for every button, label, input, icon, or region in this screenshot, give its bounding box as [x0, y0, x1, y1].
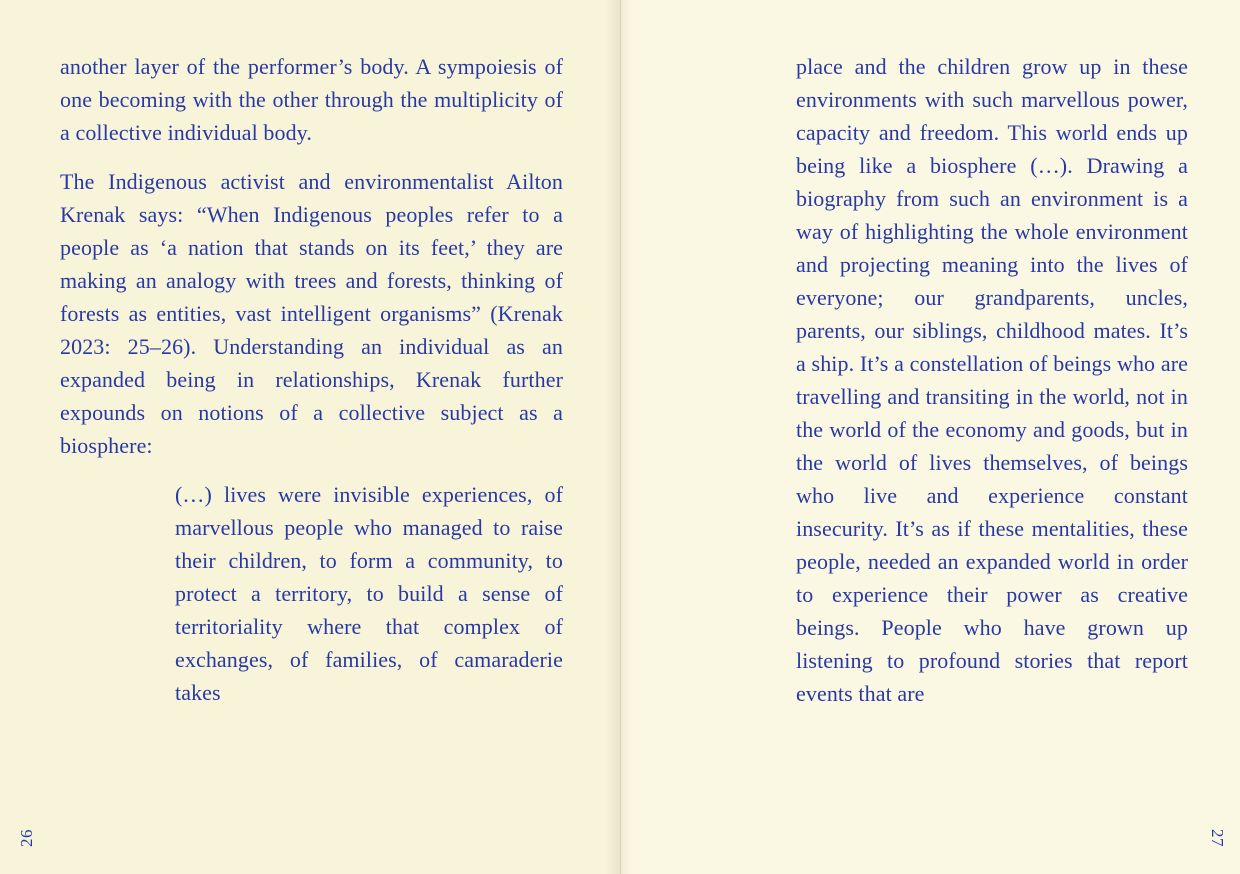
left-text-column — [60, 50, 563, 709]
paragraph: place and the children grow up in these environments with such marvellous power, capacity and freedom. This world ends up being like a biosphere (…). Drawing a biography from such an environment is a way of highlighting the whole environment and projecting meaning into the lives of everyone; our grandparents, uncles, parents, our siblings, childhood mates. It’s a ship. It’s a constellation of beings who are travelling and transiting in the world, not in the world of the economy and goods, but in the world of lives themselves, of beings who live and experience constant insecurity. It’s as if these mentalities, these people, needed an expanded world in order to experience their power as creative beings. People who have grown up listening to profound stories that report events that are — [796, 54, 1188, 706]
page-number-left: 26 — [17, 829, 36, 847]
paragraph: The Indigenous activist and environmentalist Ailton Krenak says: “When Indigenous peoples refer to a people as ‘a nation that stands on its feet,’ they are making an analogy with trees and forests, thinking of forests as entities, vast intelligent organisms” (Krenak 2023: 25–26). Understanding an individual as an expanded being in relationships, Krenak further expounds on notions of a collective subject as a biosphere: — [60, 169, 563, 458]
page-number-right: 27 — [1208, 829, 1227, 847]
page-right — [620, 0, 1240, 874]
paragraph: another layer of the performer’s body. A sympoiesis of one becoming with the other through the multiplicity of a collective individual body. — [60, 54, 563, 145]
right-text-column — [796, 50, 1188, 710]
blockquote: (…) lives were invisible experiences, of marvellous people who managed to raise their children, to form a community, to protect a territory, to build a sense of territoriality where that complex of exchanges, of families, of camaraderie takes — [175, 482, 563, 705]
